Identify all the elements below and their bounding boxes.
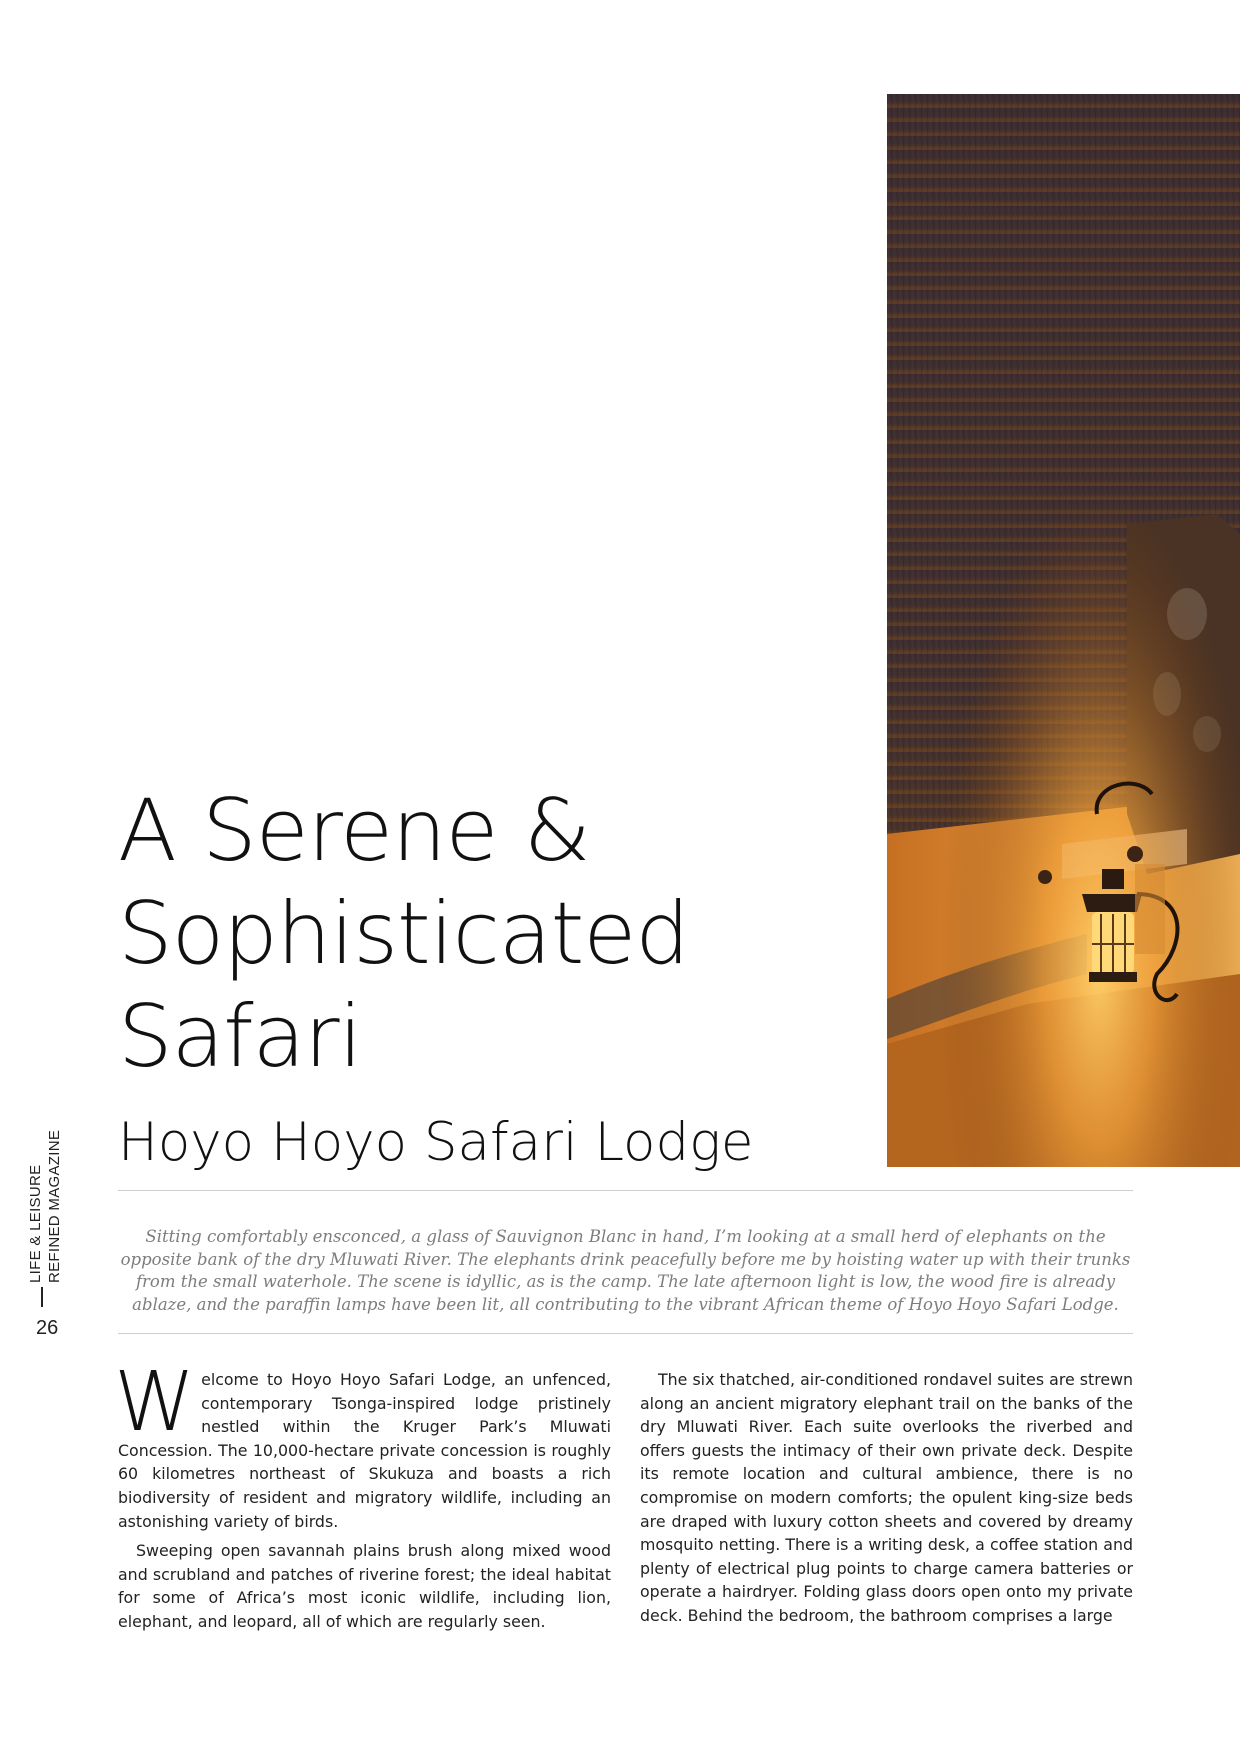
thatch-lantern-illustration xyxy=(887,94,1240,1167)
title-line: A Serene & xyxy=(118,781,590,881)
title-line: Sophisticated xyxy=(118,884,689,984)
magazine-label-line1: LIFE & LEISURE xyxy=(27,1164,44,1283)
hero-photo xyxy=(887,94,1240,1167)
magazine-label xyxy=(26,1115,74,1283)
body-column-right xyxy=(640,1368,1133,1634)
article-subtitle: Hoyo Hoyo Safari Lodge xyxy=(118,1112,754,1173)
drop-cap: W xyxy=(114,1355,196,1450)
label-divider xyxy=(41,1287,43,1307)
body-paragraph: Sweeping open savannah plains brush along mixed wood and scrubland and patches of riverine forest; the ideal habitat for some of Africa’s most iconic wildlife, including lion, elephant, and leopard, all of which are regularly seen. xyxy=(118,1541,611,1631)
divider-top xyxy=(118,1190,1133,1191)
article-title xyxy=(118,780,858,1089)
paragraph-text: elcome to Hoyo Hoyo Safari Lodge, an unfenced, contemporary Tsonga-inspired lodge pristinely nestled within the Kruger Park’s Mluwati Concession. The 10,000-hectare private concession is roughly 60 kilometres northeast of Skukuza and boasts a rich biodiversity of resident and migratory wildlife, including an astonishing variety of birds. xyxy=(118,1370,611,1531)
magazine-label-line2: REFINED MAGAZINE xyxy=(46,1129,63,1283)
page-number: 26 xyxy=(36,1317,59,1339)
divider-bottom xyxy=(118,1333,1133,1334)
body-column-left xyxy=(114,1355,611,1640)
intro-standfirst: Sitting comfortably ensconced, a glass of Sauvignon Blanc in hand, I’m looking at a small herd of elephants on the opposite bank of the dry Mluwati River. The elephants drink peacefully before me by hoisting water up with their trunks from the small waterhole. The scene is idyllic, as is the camp. The late afternoon light is low, the wood fire is already ablaze, and the paraffin lamps have been lit, all contributing to the vibrant African theme of Hoyo Hoyo Safari Lodge. xyxy=(120,1227,1131,1314)
body-paragraph: The six thatched, air-conditioned rondavel suites are strewn along an ancient migratory elephant trail on the banks of the dry Mluwati River. Each suite overlooks the riverbed and offers guests the intimacy of their own private deck. Despite its remote location and cultural ambience, there is no compromise on modern comforts; the opulent king-size beds are draped with luxury cotton sheets and covered by dreamy mosquito netting. There is a writing desk, a coffee station and plenty of electrical plug points to charge camera batteries or operate a hairdryer. Folding glass doors open onto my private deck. Behind the bedroom, the bathroom comprises a large xyxy=(640,1370,1133,1625)
title-line: Safari xyxy=(118,987,362,1087)
body-paragraph xyxy=(114,1355,611,1533)
